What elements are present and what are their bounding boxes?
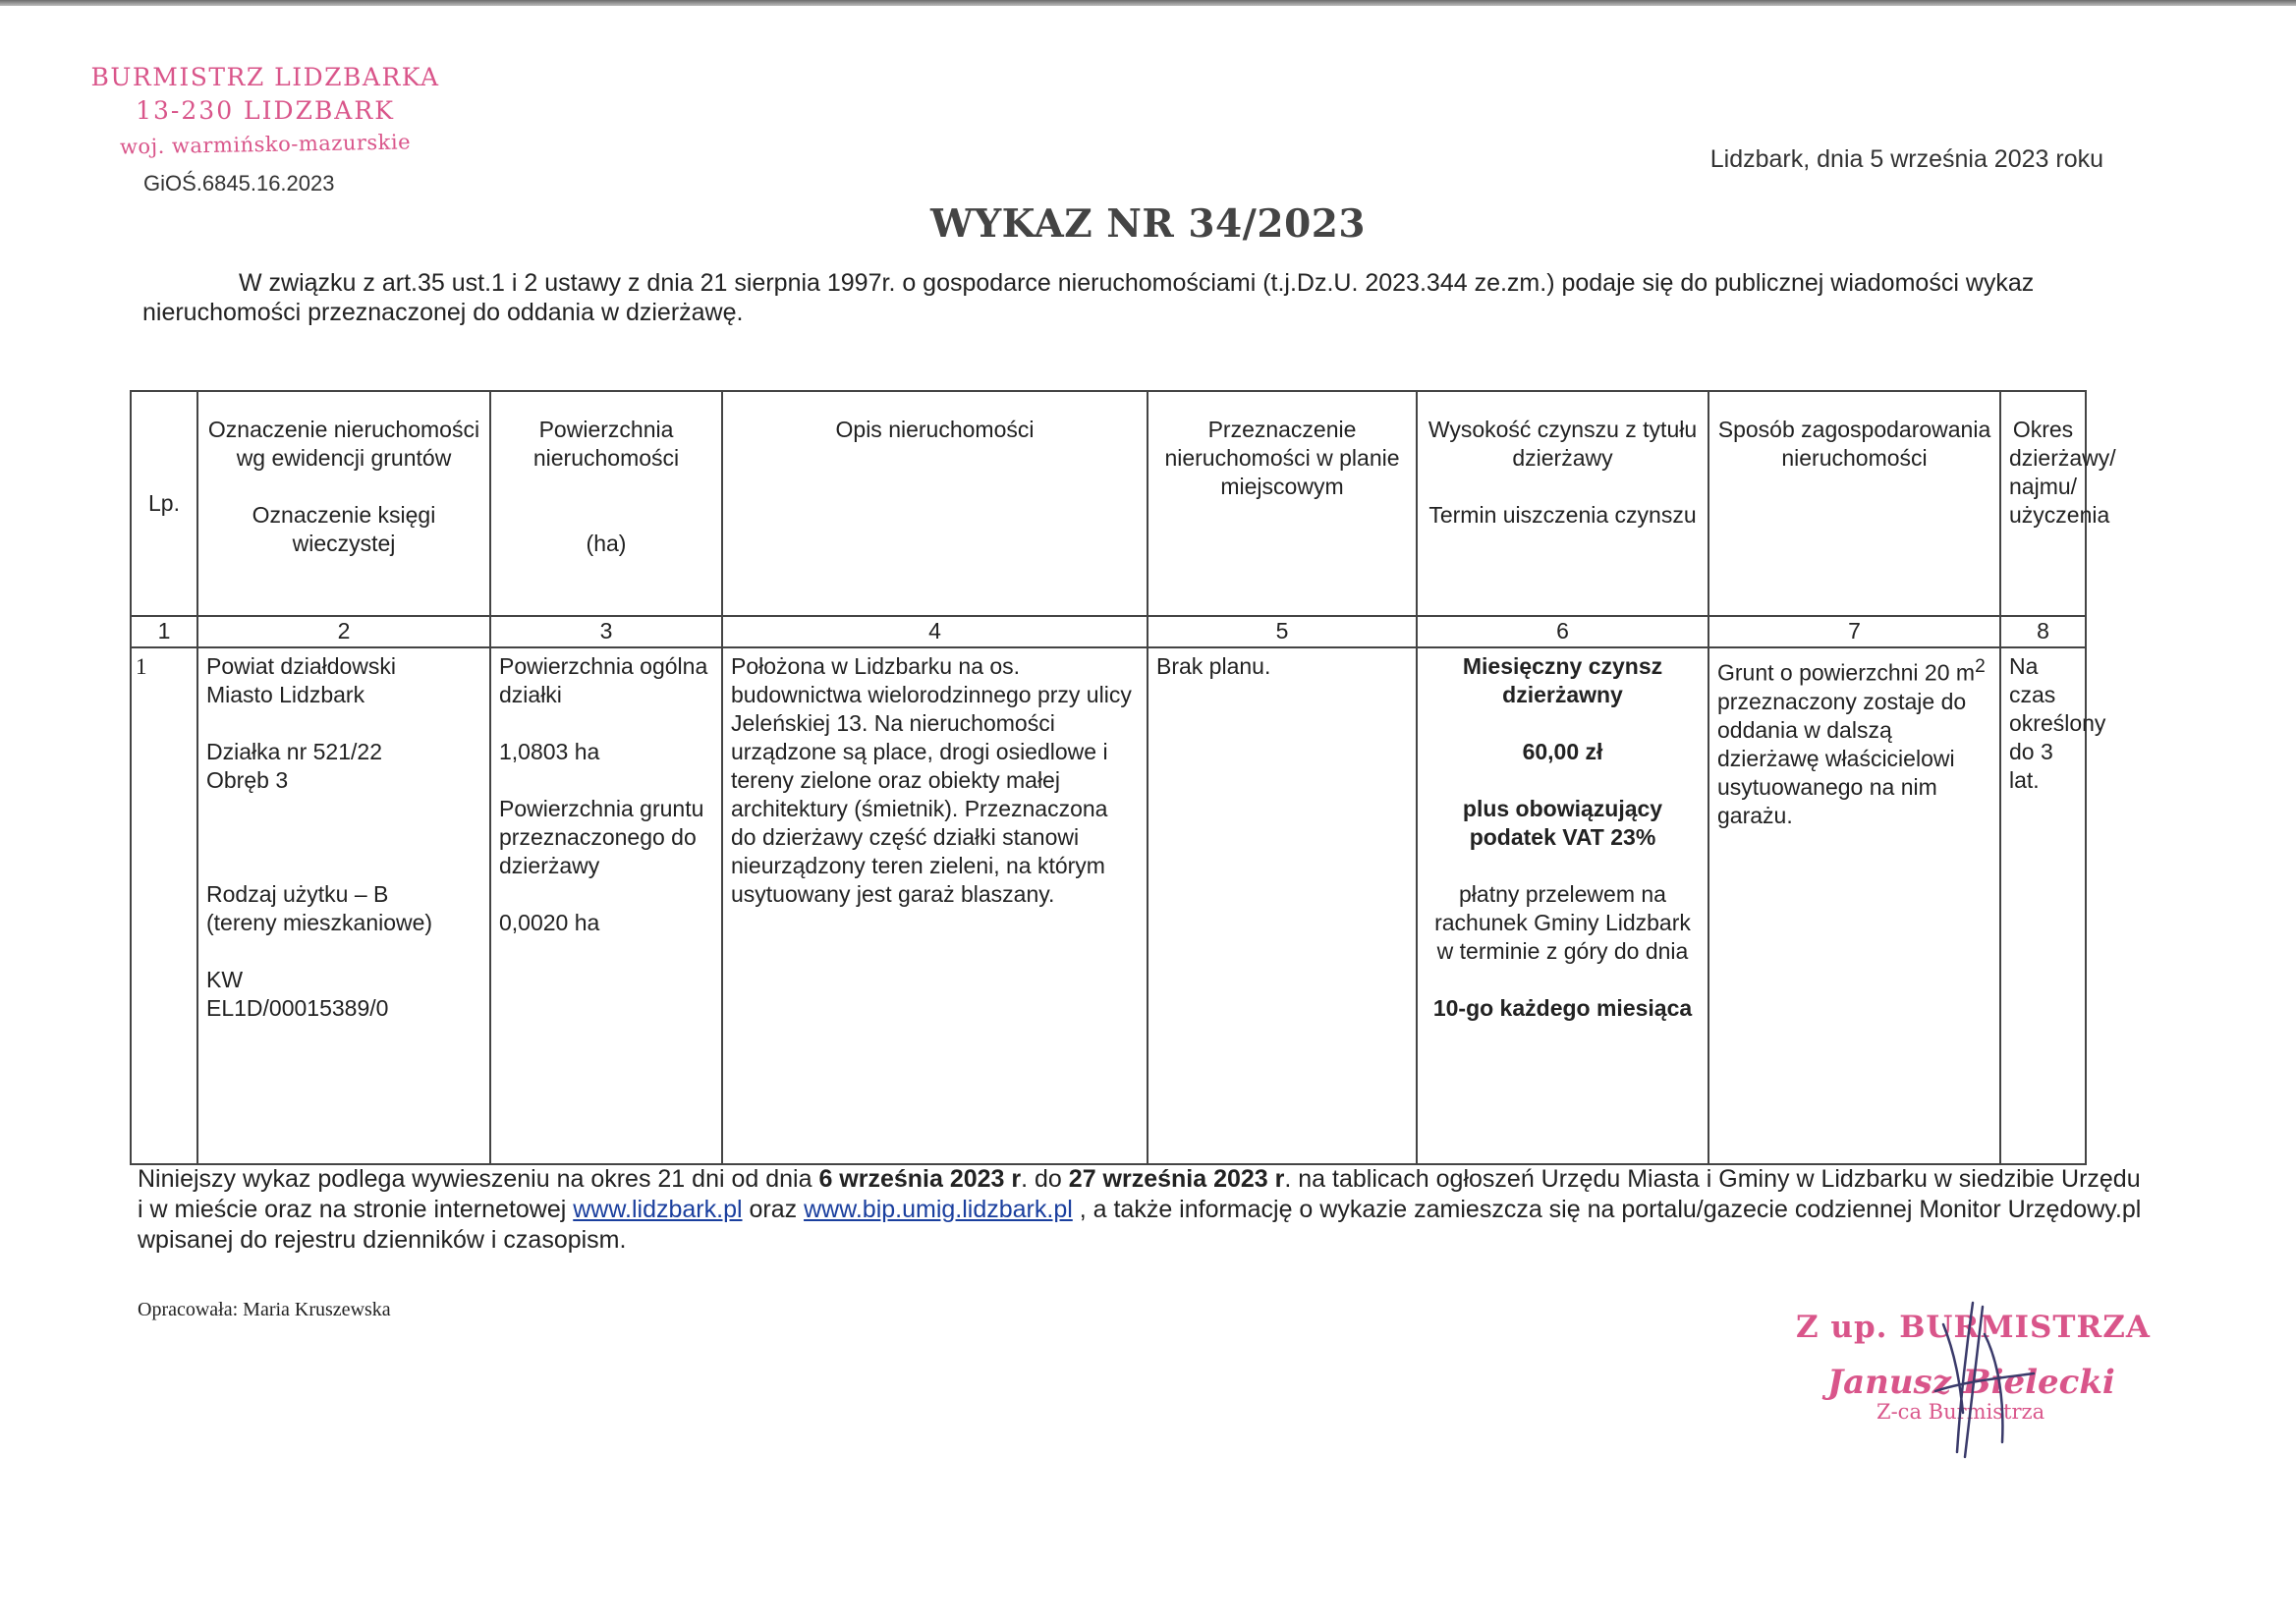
footer-text: . na tablicach ogłoszeń Urzędu Miasta i Gminy w Lidzbarku w siedzibie Urzędu i w mieście oraz na stronie internetowej [138, 1165, 2141, 1223]
header-col7: Sposób zagospodarowania nieruchomości [1708, 391, 2000, 616]
link-bip[interactable]: www.bip.umig.lidzbark.pl [804, 1196, 1073, 1223]
stamp-line-1: BURMISTRZ LIDZBARKA [90, 63, 440, 91]
signature-stamp-line-2: Janusz Bielecki [1827, 1363, 2115, 1402]
cell-usage [1708, 647, 2000, 1164]
signature-stamp-line-1: Z up. BURMISTRZA [1796, 1310, 2151, 1345]
table-row [131, 647, 2086, 1164]
header-lp: Lp. [131, 391, 197, 616]
cell-text: Obręb 3 [206, 767, 289, 793]
header-col2-bottom: Oznaczenie księgi wieczystej [252, 502, 436, 556]
cell-rent [1417, 647, 1708, 1164]
row-lp: 1 [131, 647, 197, 1164]
intro-paragraph [142, 268, 2107, 327]
cell-text: Miesięczny czynsz dzierżawny [1462, 653, 1663, 707]
cell-text: 1,0803 ha [499, 739, 600, 764]
signature-stamp-line-3: Z-ca Burmistrza [1876, 1400, 2045, 1424]
handwritten-signature-icon [1867, 1295, 2063, 1462]
cell-text: plus obowiązujący podatek VAT 23% [1462, 796, 1663, 850]
footer-paragraph [138, 1164, 2152, 1256]
footer-date-start: 6 września 2023 r [818, 1165, 1022, 1193]
cell-text: (tereny mieszkaniowe) [206, 910, 433, 935]
document-title: WYKAZ NR 34/2023 [930, 201, 1366, 247]
cell-text: płatny przelewem na rachunek Gminy Lidzbark w terminie z góry do dnia [1434, 881, 1691, 964]
column-number: 7 [1708, 616, 2000, 647]
cell-plan: Brak planu. [1148, 647, 1417, 1164]
column-number: 4 [722, 616, 1148, 647]
header-col5: Przeznaczenie nieruchomości w planie miejscowym [1148, 391, 1417, 616]
footer-text: . do [1021, 1165, 1069, 1193]
stamp-line-2: 13-230 LIDZBARK [136, 96, 395, 125]
cell-designation [197, 647, 490, 1164]
footer-date-end: 27 września 2023 r [1068, 1165, 1285, 1193]
header-col6-bottom: Termin uiszczenia czynszu [1428, 502, 1697, 528]
reference-number: GiOŚ.6845.16.2023 [143, 171, 335, 196]
header-col2-top: Oznaczenie nieruchomości wg ewidencji gruntów [207, 417, 480, 471]
cell-text: KW [206, 967, 244, 992]
footer-text: Niniejszy wykaz podlega wywieszeniu na okres 21 dni od dnia [138, 1165, 819, 1193]
column-numbers-row [131, 616, 2086, 647]
superscript: 2 [1975, 656, 1986, 677]
header-col6 [1417, 391, 1708, 616]
column-number: 6 [1417, 616, 1708, 647]
table-header-row [131, 391, 2086, 616]
cell-text: Rodzaj użytku – B [206, 881, 389, 907]
prepared-by: Opracowała: Maria Kruszewska [138, 1299, 391, 1320]
column-number: 5 [1148, 616, 1417, 647]
header-col3-bottom: (ha) [586, 531, 627, 556]
cell-text: 10-go każdego miesiąca [1432, 995, 1693, 1021]
scan-top-edge [0, 0, 2296, 6]
header-col4: Opis nieruchomości [722, 391, 1148, 616]
header-col6-top: Wysokość czynszu z tytułu dzierżawy [1428, 417, 1698, 471]
cell-text: Miasto Lidzbark [206, 682, 365, 707]
cell-text: 60,00 zł [1522, 739, 1603, 764]
cell-description: Położona w Lidzbarku na os. budownictwa wielorodzinnego przy ulicy Jeleńskiej 13. Na nieruchomości urządzone są place, drogi osiedlowe i tereny zielone oraz obiekty małej architektury (śmietnik). Przeznaczona do dzierżawy część działki stanowi nieurządzony teren zieleni, na którym usytuowany jest garaż blaszany. [722, 647, 1148, 1164]
document-date: Lidzbark, dnia 5 września 2023 roku [1709, 145, 2103, 173]
footer-text: , a także informację o wykazie zamieszcza się na portalu/gazecie codziennej Monitor Urzędowy.pl wpisanej do rejestru dzienników i czasopism. [138, 1196, 2142, 1254]
cell-text: EL1D/00015389/0 [206, 995, 389, 1021]
cell-text: Powierzchnia ogólna działki [499, 653, 708, 707]
cell-text: Działka nr 521/22 [206, 739, 382, 764]
header-col3-top: Powierzchnia nieruchomości [532, 417, 680, 471]
footer-text: oraz [742, 1196, 805, 1223]
cell-text: przeznaczony zostaje do oddania w dalszą dzierżawę właścicielowi usytuowanego na nim garażu. [1717, 688, 1967, 828]
intro-text: W związku z art.35 ust.1 i 2 ustawy z dnia 21 sierpnia 1997r. o gospodarce nieruchomościami (t.j.Dz.U. 2023.344 ze.zm.) podaje się do publicznej wiadomości wykaz nieruchomości przeznaczonej do oddania w dzierżawę. [142, 269, 2035, 326]
property-table [130, 390, 2116, 1165]
header-col3 [490, 391, 722, 616]
header-col2 [197, 391, 490, 616]
column-number: 8 [2000, 616, 2086, 647]
link-lidzbark[interactable]: www.lidzbark.pl [573, 1196, 743, 1223]
cell-text: Powiat działdowski [206, 653, 397, 679]
cell-text: Powierzchnia gruntu przeznaczonego do dzierżawy [499, 796, 704, 878]
column-number: 1 [131, 616, 197, 647]
cell-text: Grunt o powierzchni 20 m [1717, 659, 1976, 686]
column-number: 2 [197, 616, 490, 647]
cell-text: 0,0020 ha [499, 910, 600, 935]
cell-area [490, 647, 722, 1164]
stamp-line-3: woj. warmińsko-mazurskie [119, 130, 412, 159]
office-stamp [79, 61, 452, 161]
column-number: 3 [490, 616, 722, 647]
header-col8: Okres dzierżawy/ najmu/ użyczenia [2000, 391, 2086, 616]
cell-period: Na czas określony do 3 lat. [2000, 647, 2086, 1164]
